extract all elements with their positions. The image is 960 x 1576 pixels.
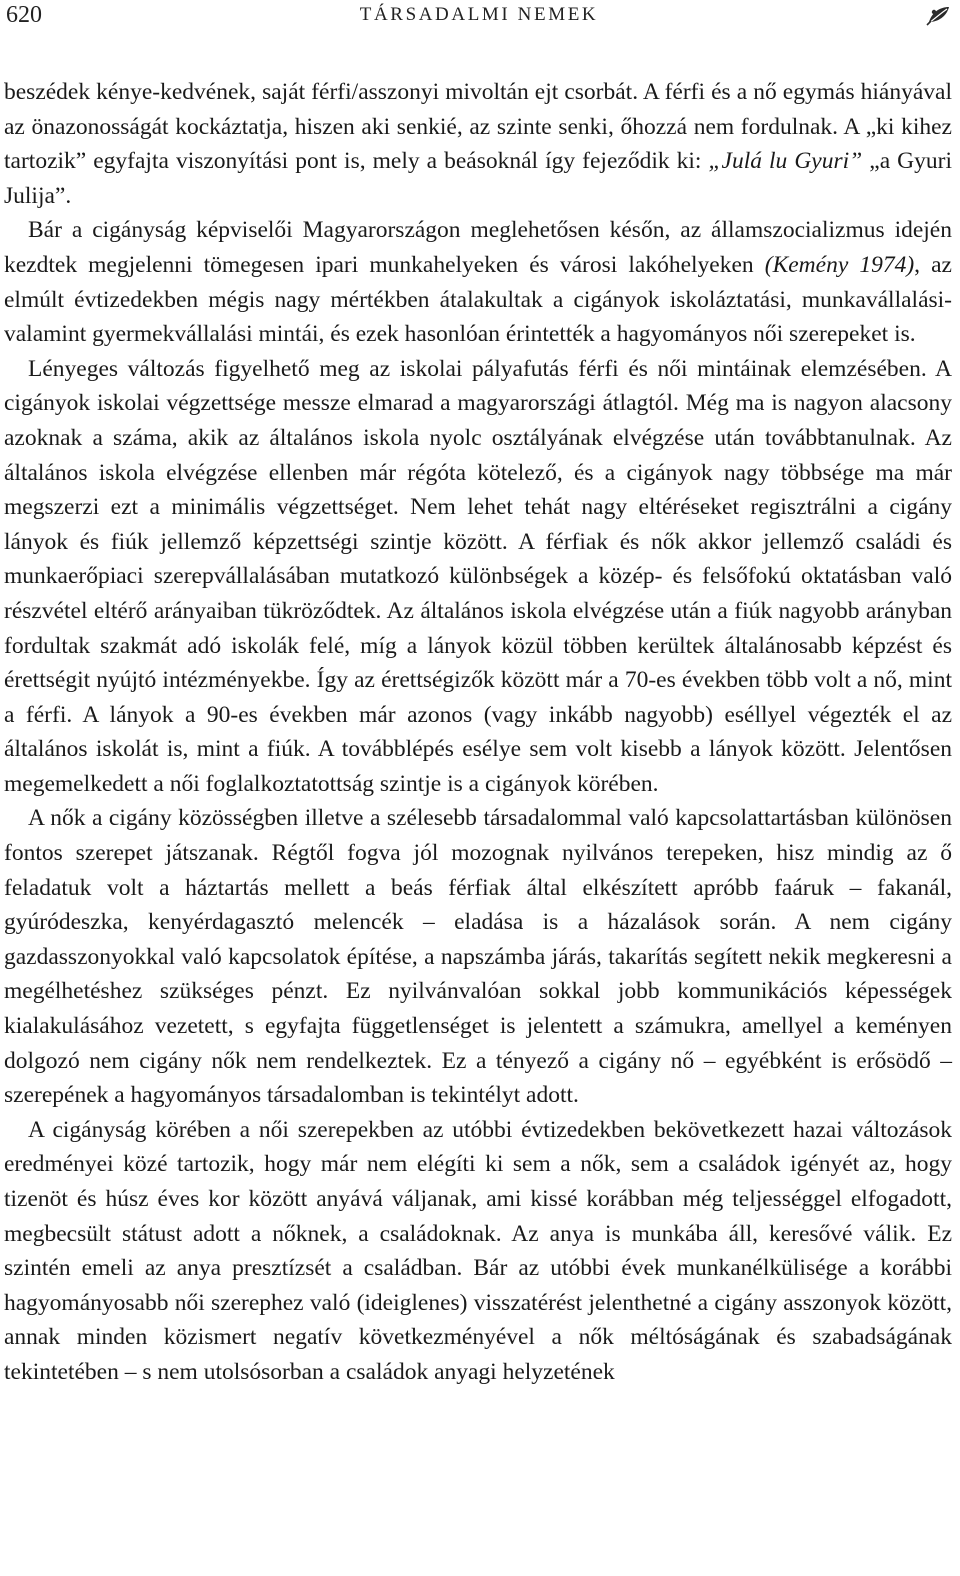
paragraph-text: A nők a cigány közösségben illetve a szélesebb társadalommal való kapcsolattartásban különösen fontos szerepet játszanak. Régtől fogva jól mozognak nyilvános terepeken, hisz mindig az ő feladatuk volt a háztartás mellett a beás férfiak által elkészített apróbb faáruk – fakanál, gyúródeszka, kenyérdagasztó melencék – eladása is a házalások során. A nem cigány gazdasszonyokkal való kapcsolatok építése, a napszámba járás, takarítás segített nekik megkeresni a megélhetéshez szükséges pénzt. Ez nyilvánvalóan sokkal jobb kommunikációs képességek kialakulásához vezetett, s egyfajta függetlenséget is jelentett a számukra, amellyel a keményen dolgozó nem cigány nők nem rendelkeztek. Ez a tényező a cigány nő – egyébként is erősödő – szerepének a hagyományos társadalomban is tekintélyt adott. [4, 805, 952, 1109]
paragraph-text: A cigányság körében a női szerepekben az utóbbi évtizedekben bekövetkezett hazai változások eredményei közé tartozik, hogy már nem elégíti ki sem a nők, sem a családok igényét az, hogy tizenöt és húsz éves kor között anyává váljanak, ami kissé korábban még teljességgel elfogadott, megbecsült státust adott a nőknek, a családoknak. Az anya is munkába áll, keresővé válik. Ez szintén emeli az anya presztízsét a családban. Bár az utóbbi évek munkanélkülisége a korábbi hagyományosabb női szerephez való (ideiglenes) visszatérést jelenthetné a cigány asszonyok között, annak minden közismert negatív következményével a nők méltóságának és szabadságának tekintetében – s nem utolsósorban a családok anyagi helyzetének [4, 1116, 952, 1385]
citation-text: „Julá lu Gyuri” [708, 148, 863, 175]
page-number: 620 [6, 1, 42, 28]
paragraph [4, 1113, 952, 1390]
paragraph [4, 213, 952, 351]
paragraph [4, 352, 952, 802]
running-header [6, 2, 952, 28]
paragraph [4, 801, 952, 1112]
body-text [4, 75, 952, 1390]
paragraph-text: beszédek kénye-kedvének, saját férfi/asszonyi mivoltán ejt csorbát. A férfi és a nő egymás hiányával az önazonosságát kockáztatja, hiszen aki senkié, az szinte senki, őhozzá nem fordulnak. A „ki kihez tartozik” egyfajta viszonyítási pont is, mely a beásoknál így fejeződik ki: [4, 79, 952, 175]
citation-text: (Kemény 1974) [764, 251, 915, 278]
paragraph-text: Lényeges változás figyelhető meg az iskolai pályafutás férfi és női mintáinak elemzésében. A cigányok iskolai végzettsége messze elmarad a magyarországi átlagtól. Még ma is nagyon alacsony azoknak a száma, akik az általános iskola nyolc osztályának elvégzése után továbbtanulnak. Az általános iskola elvégzése ellenben már régóta kötelező, és a cigányok nagy többsége ma már megszerzi ezt a minimális végzettséget. Nem lehet tehát nagy eltéréseket regisztrálni a cigány lányok és fiúk jellemző képzettségi szintje között. A férfiak és nők akkor jellemző családi és munkaerőpiaci szerepvállalásában mutatkozó különbségek a közép- és felsőfokú oktatásban való részvétel eltérő arányaiban tükröződtek. Az általános iskola elvégzése után a fiúk nagyobb arányban fordultak szakmát adó iskolák felé, míg a lányok közül többen kerültek általánosabb képzést és érettségit nyújtó intézményekbe. Így az érettségizők között már a 70-es években több volt a nő, mint a férfi. A lányok a 90-es években már azonos (vagy inkább nagyobb) eséllyel végezték el az általános iskolát is, mint a fiúk. A továbblépés esélye sem volt kisebb a lányok között. Jelentősen megemelkedett a női foglalkoztatottság szintje is a cigányok körében. [4, 355, 952, 797]
leaf-ornament-icon [926, 4, 952, 26]
running-title: TÁRSADALMI NEMEK [359, 4, 599, 25]
paragraph [4, 75, 952, 213]
paragraph-text: „a Gyuri Julija”. [4, 148, 952, 209]
paragraph-text: , az elmúlt évtizedekben mégis nagy mértékben átalakultak a cigányok iskoláztatási, munkavállalási- valamint gyermekvállalási mintái, és ezek hasonlóan érintették a hagyományos női szerepeket is. [4, 251, 952, 348]
paragraph-text: Bár a cigányság képviselői Magyarországon meglehetősen későn, az államszocializmus idején kezdtek megjelenni tömegesen ipari munkahelyeken és városi lakóhelyeken [4, 217, 952, 278]
